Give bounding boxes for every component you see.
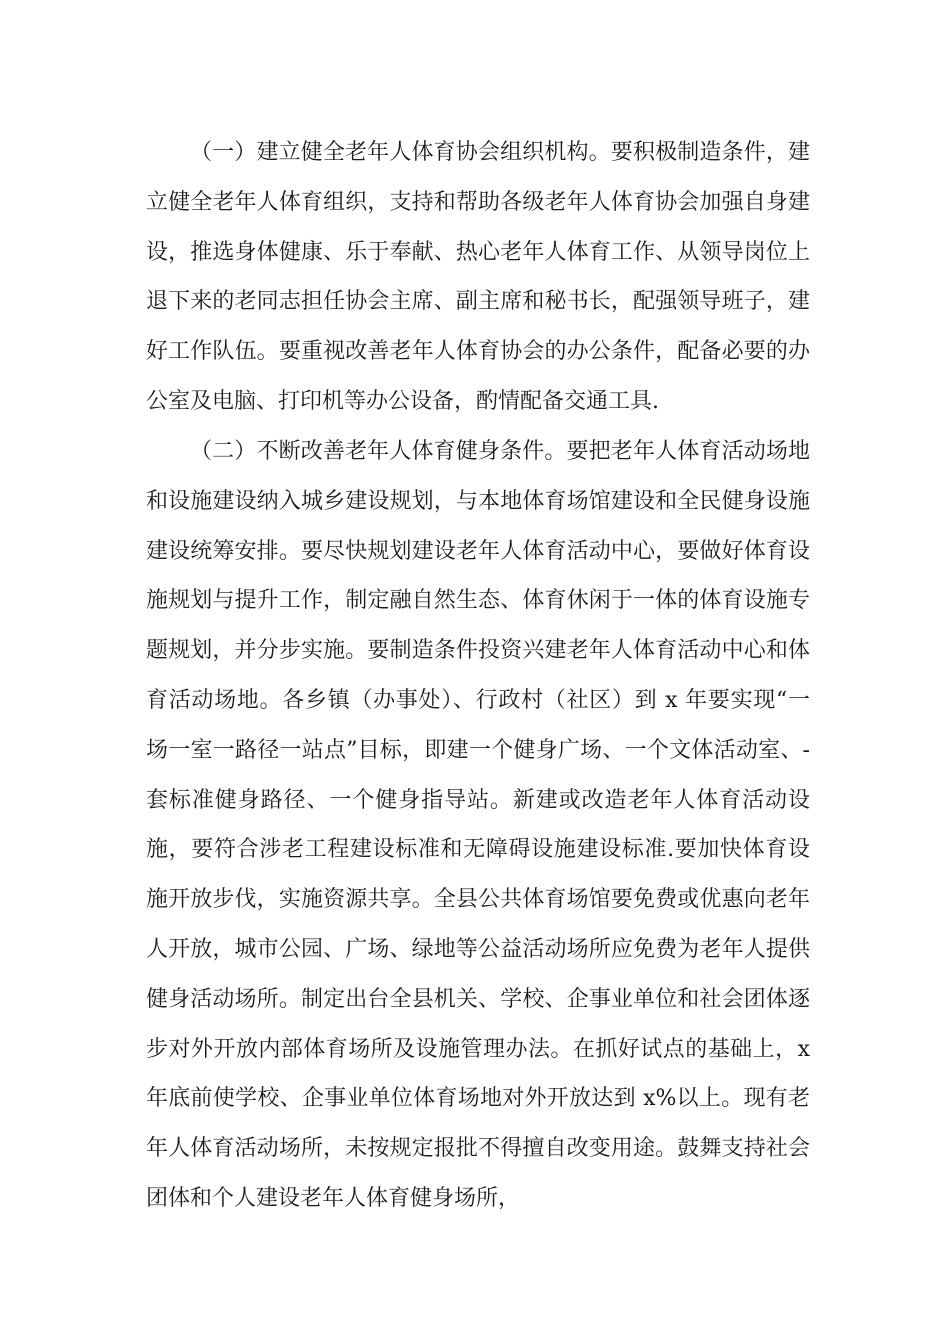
paragraph-facilities: （二）不断改善老年人体育健身条件。要把老年人体育活动场地和设施建设纳入城乡建设规划，与本地体育场馆建设和全民健身设施建设统筹安排。要尽快规划建设老年人体育活动中心，要做好体育设施规划与提升工作，制定融自然生态、体育休闲于一体的体育设施专题规划，并分步实施。要制造条件投资兴建老年人体育活动中心和体育活动场地。各乡镇（办事处）、行政村（社区）到 x 年要实现“一场一室一路径一站点”目标，即建一个健身广场、一个文体活动室、-套标准健身路径、一个健身指导站。新建或改造老年人体育活动设施，要符合涉老工程建设标准和无障碍设施建设标准.要加快体育设施开放步伐，实施资源共享。全县公共体育场馆要免费或优惠向老年人开放，城市公园、广场、绿地等公益活动场所应免费为老年人提供健身活动场所。制定出台全县机关、学校、企事业单位和社会团体逐步对外开放内部体育场所及设施管理办法。在抓好试点的基础上，x 年底前使学校、企事业单位体育场地对外开放达到 x%以上。现有老年人体育活动场所，未按规定报批不得擅自改变用途。鼓舞支持社会团体和个人建设老年人体育健身场所， bbox=[146, 439, 810, 1211]
paragraph-block-1 bbox=[146, 128, 810, 427]
paragraph-block-2 bbox=[146, 427, 810, 1224]
paragraph-organization: （一）建立健全老年人体育协会组织机构。要积极制造条件，建立健全老年人体育组织，支持和帮助各级老年人体育协会加强自身建设，推选身体健康、乐于奉献、热心老年人体育工作、从领导岗位上退下来的老同志担任协会主席、副主席和秘书长，配强领导班子，建好工作队伍。要重视改善老年人体育协会的办公条件，配备必要的办公室及电脑、打印机等办公设备，酌情配备交通工具. bbox=[146, 140, 810, 414]
